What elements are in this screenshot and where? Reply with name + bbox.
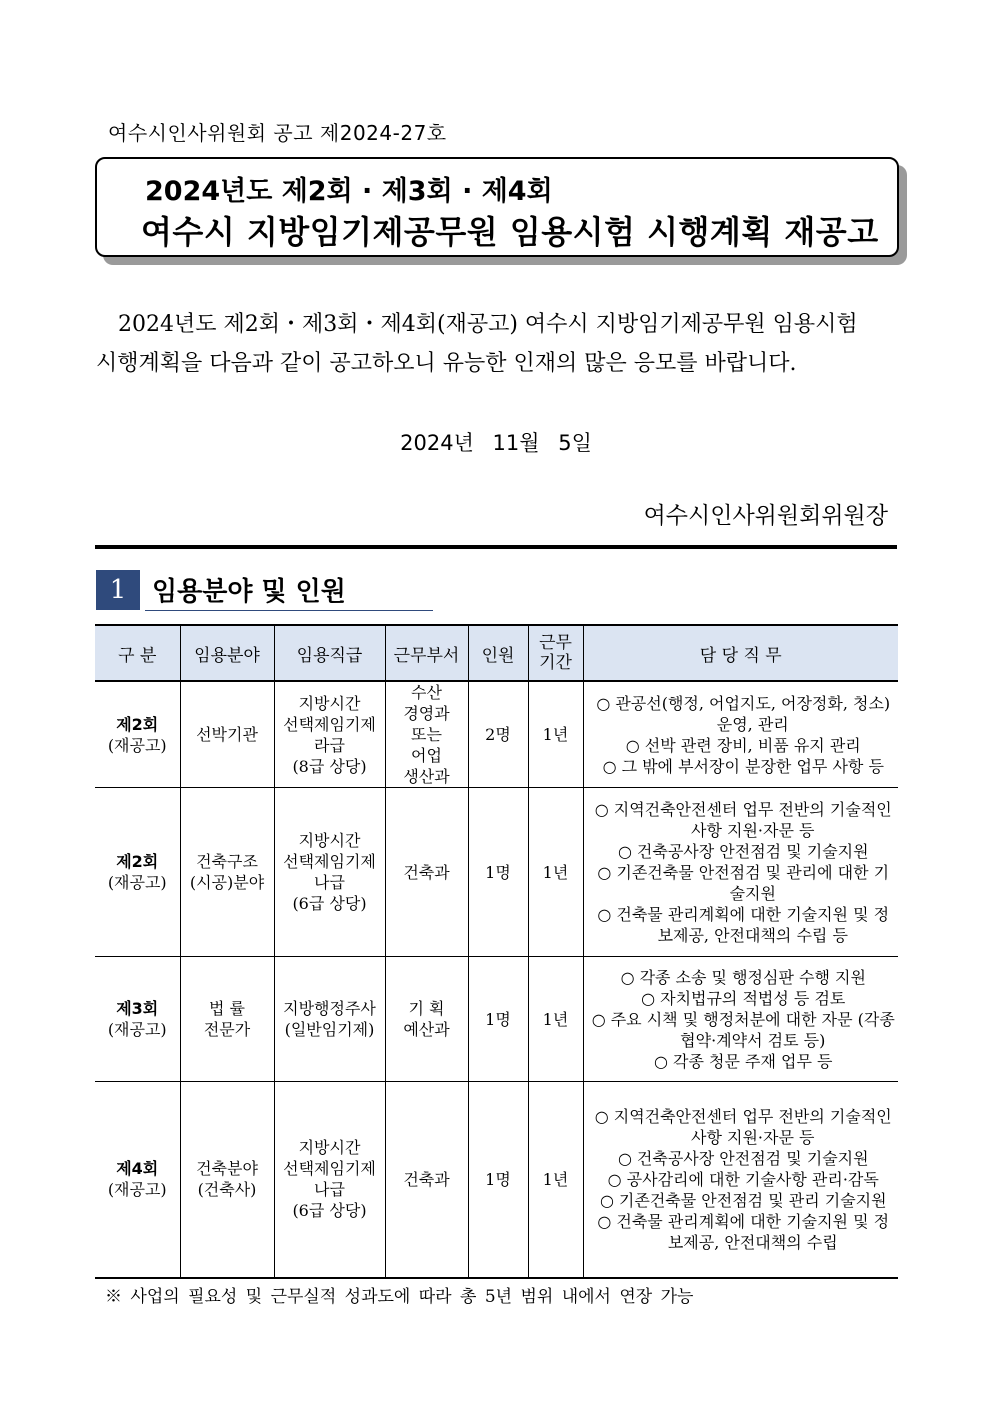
cell-field [180,681,274,788]
bullet-icon: ○ [617,1148,632,1168]
title-line1: 2024년도 제2회 · 제3회 · 제4회 [145,176,553,207]
cell-period: 1년 [528,1082,583,1278]
header-count: 인원 [468,625,528,681]
bullet-icon: ○ [620,967,635,987]
cell-count: 2명 [468,681,528,788]
cell-period: 1년 [528,788,583,957]
field-line: 건축구조 [196,852,258,871]
grade-line: (6급 상당) [292,894,367,913]
duty-item [586,1148,897,1169]
cell-duties [583,957,898,1082]
duty-text: 지역건축안전센터 업무 전반의 기술적인 사항 지원·자문 등 [613,1106,892,1147]
cell-count: 1명 [468,957,528,1082]
duty-item [586,693,897,735]
header-period-line1: 근무 [539,633,572,653]
cell-round [95,957,180,1082]
duty-text: 건축공사장 안전점검 및 기술지원 [636,841,869,861]
table-row [95,1082,898,1278]
section-title: 임용분야 및 인원 [152,577,346,607]
round-name: 제2회 [116,714,159,734]
cell-round [95,681,180,788]
cell-round [95,788,180,957]
bullet-icon: ○ [602,756,617,776]
table-row [95,788,898,957]
cell-dept [385,957,468,1082]
duty-text: 건축공사장 안전점검 및 기술지원 [636,1148,869,1168]
section-number: 1 [96,570,140,610]
duty-item [586,841,897,862]
bullet-icon: ○ [641,988,656,1008]
duty-item [586,967,897,988]
table-header-row [95,625,898,681]
grade-line: 지방시간 [298,831,361,850]
footnote: ※ 사업의 필요성 및 근무실적 성과도에 따라 총 5년 범위 내에서 연장 가능 [105,1287,694,1307]
notice-number: 여수시인사위원회 공고 제2024-27호 [108,121,447,145]
cell-count: 1명 [468,788,528,957]
cell-field [180,957,274,1082]
duty-text: 각종 청문 주재 업무 등 [673,1051,833,1071]
bullet-icon: ○ [591,1009,606,1029]
field-line: 법 률 [209,999,245,1018]
field-line: (시공)분야 [189,873,265,892]
duty-item [586,904,897,946]
header-period [528,625,583,681]
round-sub: (재공고) [107,1180,167,1200]
bullet-icon: ○ [607,1169,622,1189]
field-line: (건축사) [197,1180,257,1200]
header-dept: 근무부서 [385,625,468,681]
duty-text: 건축물 관리계획에 대한 기술지원 및 정보제공, 안전대책의 수립 등 [616,904,890,945]
round-sub: (재공고) [107,873,167,892]
grade-line: 지방시간 [298,693,361,713]
intro-line2: 시행계획을 다음과 같이 공고하오니 유능한 인재의 많은 응모를 바랍니다. [96,351,797,376]
dept-line: 수산 [411,683,442,702]
grade-line: (8급 상당) [292,756,367,776]
duty-item [586,1169,897,1190]
grade-line: 선택제임기제 [283,852,376,871]
intro-paragraph [96,305,896,383]
bullet-icon: ○ [597,862,612,882]
bullet-icon: ○ [594,799,609,819]
cell-field [180,1082,274,1278]
round-name: 제2회 [116,852,159,871]
grade-line: 라급 [314,735,345,755]
grade-line: 선택제임기제 [283,1159,376,1179]
cell-dept [385,1082,468,1278]
duty-item [586,799,897,841]
bullet-icon: ○ [596,693,611,713]
round-name: 제3회 [116,999,159,1018]
title-line2: 여수시 지방임기제공무원 임용시험 시행계획 재공고 [141,213,879,251]
grade-line: (일반임기제) [284,1020,375,1039]
cell-grade [274,681,385,788]
cell-grade [274,1082,385,1278]
bullet-icon: ○ [597,904,612,924]
duty-text: 자치법규의 적법성 등 검토 [660,988,846,1008]
cell-dept [385,681,468,788]
dept-line: 기 획 [408,999,445,1018]
dept-line: 생산과 [403,767,450,786]
duty-text: 그 밖에 부서장이 분장한 업무 사항 등 [621,756,884,776]
grade-line: 나급 [314,873,345,892]
duty-item [586,862,897,904]
grade-line: 나급 [314,1180,345,1200]
duty-text: 기존건축물 안전점검 및 관리에 대한 기술지원 [616,862,890,903]
duty-text: 공사감리에 대한 기술사항 관리·감독 [626,1169,879,1189]
table-row [95,957,898,1082]
bullet-icon: ○ [597,1211,612,1231]
dept-line: 건축과 [403,862,450,882]
duty-text: 선박 관련 장비, 비품 유지 관리 [644,735,861,755]
cell-duties [583,681,898,788]
intro-line1: 2024년도 제2회・제3회・제4회(재공고) 여수시 지방임기제공무원 임용시험 [118,312,858,337]
duty-text: 각종 소송 및 행정심판 수행 지원 [639,967,866,987]
recruitment-table [95,624,898,1279]
field-line: 건축분야 [196,1159,258,1179]
bullet-icon: ○ [654,1051,668,1071]
table-row [95,681,898,788]
duty-item [586,988,897,1009]
duty-text: 건축물 관리계획에 대한 기술지원 및 정보제공, 안전대책의 수립 [616,1211,890,1252]
duty-item [586,1190,897,1211]
duty-item [586,1009,897,1051]
field-line: 선박기관 [196,725,258,744]
cell-duties [583,788,898,957]
cell-duties [583,1082,898,1278]
grade-line: 지방행정주사 [283,999,376,1018]
dept-line: 예산과 [403,1020,450,1039]
round-sub: (재공고) [107,1020,167,1039]
header-duties: 담 당 직 무 [583,625,898,681]
round-sub: (재공고) [107,735,167,755]
cell-count: 1명 [468,1082,528,1278]
header-round: 구 분 [95,625,180,681]
notice-date: 2024년 11월 5일 [400,431,592,455]
duty-item [586,735,897,756]
cell-period: 1년 [528,681,583,788]
signer: 여수시인사위원회위원장 [643,503,888,529]
dept-line: 어업 [411,746,442,765]
bullet-icon: ○ [594,1106,609,1126]
dept-line: 경영과 [403,704,450,723]
duty-item [586,1211,897,1253]
round-name: 제4회 [116,1159,159,1179]
cell-grade [274,957,385,1082]
duty-item [586,1106,897,1148]
grade-line: 지방시간 [298,1138,361,1158]
bullet-icon: ○ [617,841,632,861]
duty-text: 지역건축안전센터 업무 전반의 기술적인 사항 지원·자문 등 [613,799,892,840]
grade-line: (6급 상당) [292,1201,367,1221]
section-divider [95,545,897,549]
title-box [95,157,899,257]
cell-field [180,788,274,957]
field-line: 전문가 [203,1020,251,1039]
duty-text: 주요 시책 및 행정처분에 대한 자문 (각종 협약·계약서 검토 등) [610,1009,895,1050]
cell-grade [274,788,385,957]
header-period-line2: 기간 [539,653,572,673]
dept-line: 건축과 [403,1169,450,1189]
duty-text: 기존건축물 안전점검 및 관리 기술지원 [618,1190,887,1210]
bullet-icon: ○ [625,735,640,755]
duty-text: 관공선(행정, 어업지도, 어장정화, 청소) 운영, 관리 [615,693,891,734]
duty-item [586,1051,897,1072]
section-title-underline [145,610,433,611]
cell-round [95,1082,180,1278]
cell-period: 1년 [528,957,583,1082]
cell-dept [385,788,468,957]
duty-item [586,756,897,777]
header-grade: 임용직급 [274,625,385,681]
dept-line: 또는 [411,725,442,744]
bullet-icon: ○ [599,1190,614,1210]
grade-line: 선택제임기제 [283,714,376,734]
header-field: 임용분야 [180,625,274,681]
